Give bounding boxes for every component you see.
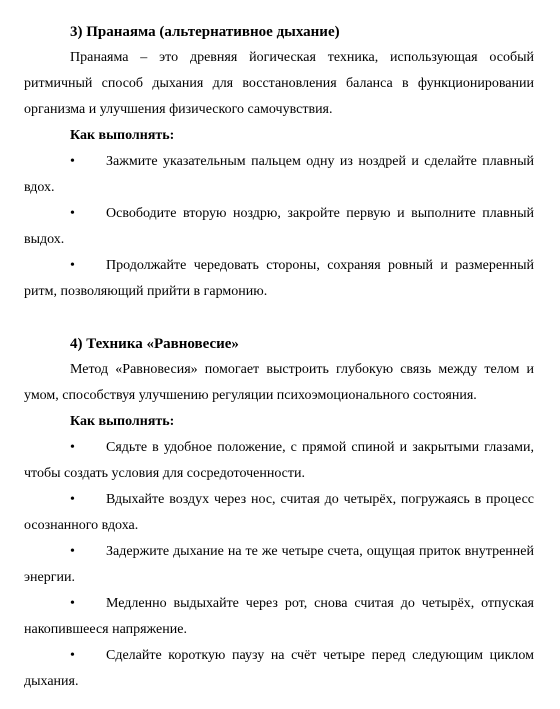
howto-label: Как выполнять: bbox=[70, 414, 175, 429]
list-item bbox=[24, 435, 534, 487]
list-item bbox=[24, 591, 534, 643]
bullet-icon: • bbox=[70, 544, 75, 559]
section-balance bbox=[24, 331, 534, 695]
howto-label: Как выполнять: bbox=[70, 128, 175, 143]
step-text: Задержите дыхание на те же четыре счета, ощущая приток внутренней энергии. bbox=[24, 544, 534, 585]
steps-list bbox=[24, 435, 534, 695]
step-text: Медленно выдыхайте через рот, снова считая до четырёх, отпуская накопившееся напряжение. bbox=[24, 596, 534, 637]
section-heading: 3) Пранаяма (альтернативное дыхание) bbox=[70, 24, 340, 40]
bullet-icon: • bbox=[70, 206, 75, 221]
bullet-icon: • bbox=[70, 596, 75, 611]
list-item bbox=[24, 643, 534, 695]
step-text: Сядьте в удобное положение, с прямой спиной и закрытыми глазами, чтобы создать условия для сосредоточенности. bbox=[24, 440, 534, 481]
bullet-icon: • bbox=[70, 154, 75, 169]
step-text: Вдыхайте воздух через нос, считая до четырёх, погружаясь в процесс осознанного вдоха. bbox=[24, 492, 534, 533]
bullet-icon: • bbox=[70, 492, 75, 507]
list-item bbox=[24, 539, 534, 591]
list-item bbox=[24, 149, 534, 201]
bullet-icon: • bbox=[70, 648, 75, 663]
bullet-icon: • bbox=[70, 440, 75, 455]
section-description: Пранаяма – это древняя йогическая техника, использующая особый ритмичный способ дыхания для восстановления баланса в функционировании организма и улучшения физического самочувствия. bbox=[24, 50, 534, 117]
step-text: Сделайте короткую паузу на счёт четыре перед следующим циклом дыхания. bbox=[24, 648, 534, 689]
step-text: Зажмите указательным пальцем одну из ноздрей и сделайте плавный вдох. bbox=[24, 154, 534, 195]
list-item bbox=[24, 253, 534, 305]
steps-list bbox=[24, 149, 534, 305]
section-description: Метод «Равновесия» помогает выстроить глубокую связь между телом и умом, способствуя улучшению регуляции психоэмоционального состояния. bbox=[24, 362, 534, 403]
step-text: Продолжайте чередовать стороны, сохраняя ровный и размеренный ритм, позволяющий прийти в гармонию. bbox=[24, 258, 534, 299]
list-item bbox=[24, 487, 534, 539]
step-text: Освободите вторую ноздрю, закройте первую и выполните плавный выдох. bbox=[24, 206, 534, 247]
section-pranayama bbox=[24, 19, 534, 305]
list-item bbox=[24, 201, 534, 253]
bullet-icon: • bbox=[70, 258, 75, 273]
section-heading: 4) Техника «Равновесие» bbox=[70, 336, 239, 352]
